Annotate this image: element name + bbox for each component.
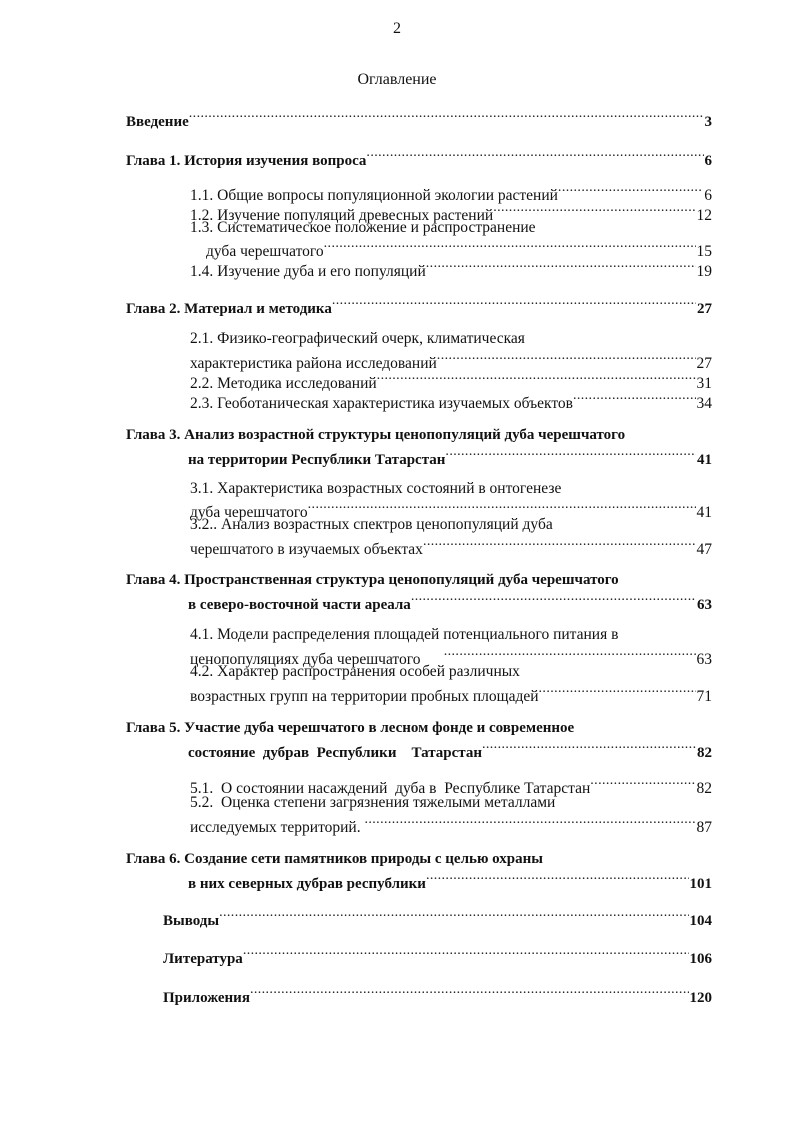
dot-leader [423,534,696,554]
dot-leader [590,773,695,793]
toc-entry-chapter-3[interactable] [188,444,712,468]
dot-leader [324,236,696,256]
toc-entry-page: 101 [689,876,712,892]
toc-entry-label: возрастных групп на территории пробных площадей [190,688,539,705]
toc-entry-chapter-4-line-1: Глава 4. Пространственная структура ценопопуляций дуба черешчатого [126,572,619,588]
toc-entry-label: ценопопуляциях дуба черешчатого [190,651,444,668]
toc-entry-page: 82 [697,745,712,761]
toc-entry-label: 2.2. Методика исследований [190,375,377,392]
toc-entry-label: Выводы [163,913,220,929]
toc-entry-chapter-6-line-1: Глава 6. Создание сети памятников природы с целью охраны [126,851,543,867]
dot-leader [189,106,704,126]
toc-entry-page: 47 [696,541,712,558]
toc-entry-section-4-2[interactable] [190,681,712,705]
toc-entry-label: Глава 1. История изучения вопроса [126,153,367,169]
toc-entry-page: 63 [697,597,712,613]
dot-leader [250,982,689,1002]
toc-entry-page: 104 [689,913,712,929]
toc-title: Оглавление [357,71,437,88]
toc-entry-section-2-3[interactable] [190,388,712,412]
toc-entry-chapter-5[interactable] [188,737,712,761]
toc-entry-section-1-4[interactable] [190,256,712,280]
toc-entry-label: черешчатого в изучаемых объектах [190,541,423,558]
toc-entry-section-1-3-line-1: 1.3. Систематическое положение и распространение [190,219,536,236]
dot-leader [444,644,696,664]
toc-entry-page: 27 [696,355,712,372]
toc-entry-page: 6 [704,187,712,204]
toc-entry-page: 82 [696,780,712,797]
toc-entry-label: Литература [163,951,243,967]
dot-leader [573,388,696,408]
toc-entry-page: 15 [696,243,712,260]
toc-entry-chapter-4[interactable] [188,589,712,613]
toc-entry-chapter-1[interactable] [126,145,712,169]
toc-entry-label: 1.4. Изучение дуба и его популяций [190,263,426,280]
toc-entry-page: 6 [704,153,712,169]
toc-entry-section-5-2-line-1: 5.2. Оценка степени загрязнения тяжелыми металлами [190,794,556,811]
dot-leader [411,589,696,609]
dot-leader [426,256,696,276]
dot-leader [243,943,689,963]
toc-entry-page: 12 [696,207,712,224]
toc-entry-label: исследуемых территорий. [190,819,365,836]
dot-leader [539,681,696,701]
toc-entry-appendix[interactable] [163,982,712,1006]
toc-entry-page: 19 [696,263,712,280]
toc-entry-section-3-1-line-1: 3.1. Характеристика возрастных состояний в онтогенезе [190,480,562,497]
toc-entry-conclusions[interactable] [163,905,712,929]
toc-entry-chapter-2[interactable] [126,293,712,317]
dot-leader [493,200,695,220]
toc-entry-chapter-5-line-1: Глава 5. Участие дуба черешчатого в лесном фонде и современное [126,720,575,736]
dot-leader [364,812,695,832]
dot-leader [482,737,696,757]
toc-entry-section-4-1[interactable] [190,644,712,668]
toc-entry-label: в них северных дубрав республики [188,876,426,892]
toc-entry-intro[interactable] [126,106,712,130]
toc-entry-page: 3 [704,114,712,130]
dot-leader [445,444,696,464]
dot-leader [219,905,688,925]
dot-leader [426,868,689,888]
toc-entry-page: 34 [696,395,712,412]
toc-entry-section-2-2[interactable] [190,368,712,392]
toc-entry-page: 27 [697,301,712,317]
dot-leader [437,348,696,368]
toc-entry-section-5-1[interactable] [190,773,712,797]
dot-leader [332,293,696,313]
dot-leader [377,368,696,388]
toc-entry-chapter-3-line-1: Глава 3. Анализ возрастной структуры ценопопуляций дуба черешчатого [126,427,626,443]
toc-entry-section-1-2[interactable] [190,200,712,224]
page-number: 2 [393,20,401,37]
toc-entry-section-2-1[interactable] [190,348,712,372]
toc-entry-label: 1.1. Общие вопросы популяционной экологии растений [190,187,558,204]
toc-entry-section-3-1[interactable] [190,497,712,521]
dot-leader [366,145,703,165]
toc-entry-label: 1.2. Изучение популяций древесных растений [190,207,494,224]
dot-leader [308,497,696,517]
toc-entry-section-5-2[interactable] [190,812,712,836]
toc-entry-section-1-1[interactable] [190,180,712,204]
toc-entry-literature[interactable] [163,943,712,967]
toc-entry-label: в северо-восточной части ареала [188,597,411,613]
toc-entry-section-4-2-line-1: 4.2. Характер распространения особей различных [190,663,520,680]
toc-entry-label: на территории Республики Татарстан [188,452,446,468]
toc-entry-label: дуба черешчатого [190,504,308,521]
toc-entry-label: дуба черешчатого [206,243,324,260]
toc-entry-label: Глава 2. Материал и методика [126,301,332,317]
toc-entry-label: состояние дубрав Республики Татарстан [188,745,482,761]
toc-entry-page: 120 [689,990,712,1006]
toc-entry-label: 2.3. Геоботаническая характеристика изучаемых объектов [190,395,573,412]
toc-entry-page: 71 [696,688,712,705]
toc-entry-section-2-1-line-1: 2.1. Физико-географический очерк, климатическая [190,330,525,347]
toc-entry-label: 5.1. О состоянии насаждений дуба в Республике Татарстан [190,780,591,797]
toc-entry-section-3-2[interactable] [190,534,712,558]
toc-entry-page: 87 [696,819,712,836]
toc-entry-chapter-6[interactable] [188,868,712,892]
toc-entry-label: Введение [126,114,189,130]
toc-entry-page: 63 [696,651,712,668]
toc-entry-page: 31 [696,375,712,392]
toc-entry-section-4-1-line-1: 4.1. Модели распределения площадей потенциального питания в [190,626,619,643]
dot-leader [558,180,703,200]
toc-entry-page: 41 [696,504,712,521]
toc-entry-page: 106 [689,951,712,967]
toc-entry-page: 41 [697,452,712,468]
toc-entry-section-1-3[interactable] [206,236,712,260]
toc-entry-section-3-2-line-1: 3.2.. Анализ возрастных спектров ценопопуляций дуба [190,516,553,533]
toc-entry-label: Приложения [163,990,250,1006]
toc-entry-label: характеристика района исследований [190,355,437,372]
